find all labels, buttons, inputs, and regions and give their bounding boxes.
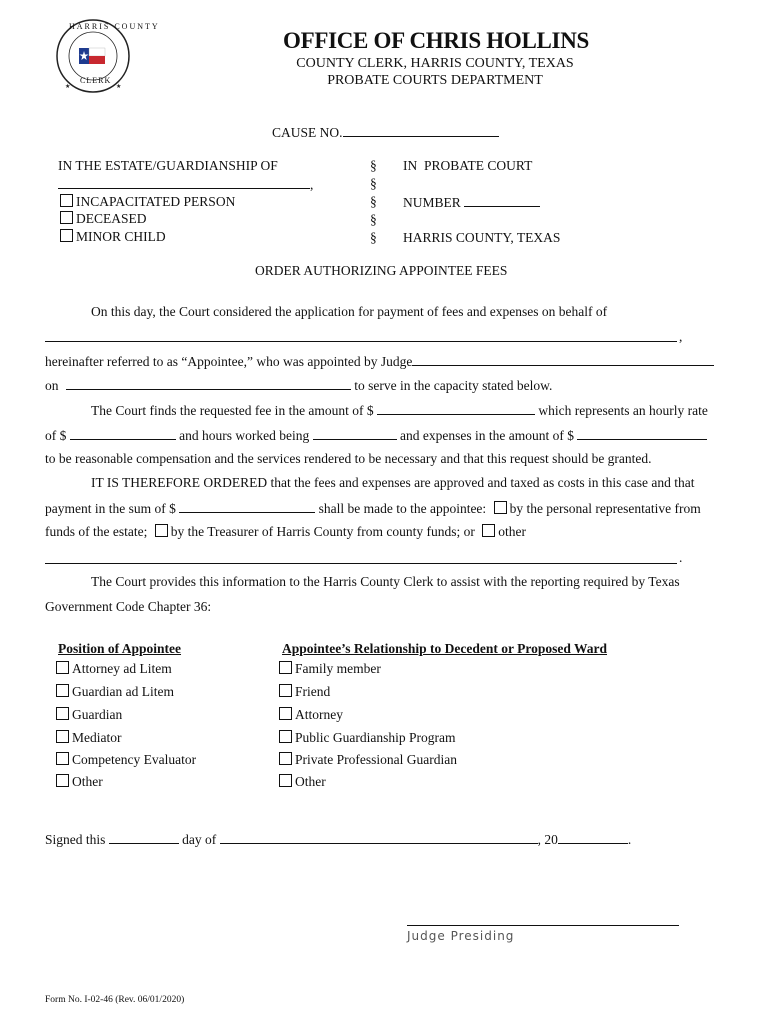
- court-number: [403, 194, 540, 211]
- section-symbol: §: [370, 176, 377, 191]
- relationship-item[interactable]: [279, 752, 457, 768]
- office-line2: PROBATE COURTS DEPARTMENT: [327, 73, 543, 88]
- other-payer-field[interactable]: [45, 563, 677, 564]
- signed-year-field[interactable]: [558, 831, 628, 844]
- body-p1-comma: ,: [679, 329, 683, 344]
- minor-child-checkbox[interactable]: [60, 229, 73, 242]
- appointment-date-field[interactable]: [66, 377, 351, 390]
- option-incapacitated[interactable]: [60, 194, 235, 210]
- signed-period: .: [627, 832, 632, 847]
- cause-no-label: CAUSE NO.: [272, 125, 343, 140]
- option-deceased[interactable]: [60, 211, 147, 227]
- position-item[interactable]: [56, 661, 172, 677]
- body-p8-text: payment in the sum of $: [45, 501, 176, 516]
- section-symbol: §: [370, 230, 377, 245]
- body-p5-of: of $: [45, 428, 67, 443]
- signed-line: [45, 831, 631, 848]
- body-p9-funds: funds of the estate;: [45, 524, 148, 539]
- signed-this-label: Signed this: [45, 832, 106, 847]
- estate-comma: ,: [310, 177, 314, 192]
- option-minor[interactable]: [60, 229, 166, 245]
- body-p2: [45, 353, 714, 370]
- hours-worked-field[interactable]: [313, 427, 397, 440]
- position-label: Guardian: [72, 707, 123, 722]
- relationship-label: Friend: [295, 684, 331, 699]
- minor-child-label: MINOR CHILD: [76, 229, 166, 244]
- estate-name-field[interactable]: [58, 176, 310, 189]
- section-symbol: §: [370, 194, 377, 209]
- judge-presiding-label: Judge Presiding: [407, 929, 515, 943]
- county-label: HARRIS COUNTY, TEXAS: [403, 230, 561, 245]
- cause-no: [272, 124, 499, 141]
- judge-name-field[interactable]: [412, 353, 714, 366]
- position-item[interactable]: [56, 707, 122, 723]
- body-p4: [91, 402, 708, 419]
- office-title: OFFICE OF CHRIS HOLLINS: [283, 28, 589, 53]
- svg-text:★: ★: [65, 84, 71, 90]
- body-p12: Government Code Chapter 36:: [45, 599, 212, 614]
- office-line1: COUNTY CLERK, HARRIS COUNTY, TEXAS: [296, 56, 574, 71]
- relationship-label: Attorney: [295, 707, 343, 722]
- requested-fee-field[interactable]: [377, 402, 535, 415]
- relationship-checkbox[interactable]: [279, 684, 292, 697]
- relationship-item[interactable]: [279, 707, 343, 723]
- incapacitated-checkbox[interactable]: [60, 194, 73, 207]
- signed-day-field[interactable]: [109, 831, 179, 844]
- incapacitated-label: INCAPACITATED PERSON: [76, 194, 236, 209]
- position-heading: Position of Appointee: [58, 641, 182, 656]
- body-p9-other: other: [498, 524, 526, 539]
- form-number: Form No. I-02-46 (Rev. 06/01/2020): [45, 995, 185, 1005]
- signed-month-field[interactable]: [220, 831, 538, 844]
- position-item[interactable]: [56, 752, 196, 768]
- body-p3: [45, 377, 552, 394]
- seal-top-text: HARRIS COUNTY: [69, 22, 160, 31]
- body-p9-treasurer: by the Treasurer of Harris County from county funds; or: [170, 524, 475, 539]
- county-clerk-seal: [55, 18, 160, 94]
- cause-no-field[interactable]: [343, 124, 499, 137]
- other-payer-checkbox[interactable]: [482, 524, 495, 537]
- position-label: Attorney ad Litem: [72, 661, 172, 676]
- body-p6: to be reasonable compensation and the services rendered to be necessary and that this request should be granted.: [45, 451, 652, 466]
- position-checkbox[interactable]: [56, 661, 69, 674]
- body-p2-text: hereinafter referred to as “Appointee,” who was appointed by Judge: [45, 354, 413, 369]
- relationship-checkbox[interactable]: [279, 730, 292, 743]
- body-p1: On this day, the Court considered the application for payment of fees and expenses on behalf of: [91, 304, 608, 319]
- body-p9: [45, 524, 526, 540]
- body-p3-on: on: [45, 378, 59, 393]
- expenses-amount-field[interactable]: [577, 427, 707, 440]
- relationship-label: Private Professional Guardian: [295, 752, 457, 767]
- body-p11: The Court provides this information to the Harris County Clerk to assist with the reporting required by Texas: [91, 574, 680, 589]
- section-symbol: §: [370, 212, 377, 227]
- body-p5: [45, 427, 707, 444]
- position-checkbox[interactable]: [56, 730, 69, 743]
- relationship-checkbox[interactable]: [279, 661, 292, 674]
- relationship-checkbox[interactable]: [279, 752, 292, 765]
- relationship-label: Family member: [295, 661, 381, 676]
- relationship-heading: Appointee’s Relationship to Decedent or Proposed Ward: [282, 641, 608, 656]
- position-label: Other: [72, 774, 103, 789]
- relationship-label: Public Guardianship Program: [295, 730, 456, 745]
- court-number-field[interactable]: [464, 194, 540, 207]
- seal-bottom-text: CLERK: [80, 76, 112, 85]
- deceased-label: DECEASED: [76, 211, 147, 226]
- body-p10-period: .: [679, 550, 683, 565]
- body-p8: [45, 500, 701, 517]
- position-label: Mediator: [72, 730, 122, 745]
- body-p4-text: The Court finds the requested fee in the amount of $: [91, 403, 374, 418]
- personal-rep-checkbox[interactable]: [494, 501, 507, 514]
- relationship-item[interactable]: [279, 730, 455, 746]
- position-checkbox[interactable]: [56, 774, 69, 787]
- relationship-checkbox[interactable]: [279, 774, 292, 787]
- body-p8-rep: by the personal representative from: [509, 501, 701, 516]
- treasurer-checkbox[interactable]: [155, 524, 168, 537]
- body-p5-hours: and hours worked being: [179, 428, 310, 443]
- position-checkbox[interactable]: [56, 707, 69, 720]
- body-p7: IT IS THEREFORE ORDERED that the fees and expenses are approved and taxed as costs in this case and that: [91, 475, 695, 490]
- position-item[interactable]: [56, 774, 103, 790]
- hourly-rate-field[interactable]: [70, 427, 176, 440]
- signed-year-prefix: , 20: [537, 832, 558, 847]
- relationship-item[interactable]: [279, 774, 326, 790]
- deceased-checkbox[interactable]: [60, 211, 73, 224]
- number-label: NUMBER: [403, 195, 461, 210]
- relationship-item[interactable]: [279, 661, 381, 677]
- section-symbol: §: [370, 158, 377, 173]
- payment-sum-field[interactable]: [179, 500, 315, 513]
- body-p4-rate: which represents an hourly rate: [538, 403, 708, 418]
- svg-text:★: ★: [116, 84, 122, 90]
- position-checkbox[interactable]: [56, 752, 69, 765]
- relationship-item[interactable]: [279, 684, 330, 700]
- position-item[interactable]: [56, 730, 122, 746]
- position-label: Competency Evaluator: [72, 752, 197, 767]
- signed-day-of-label: day of: [182, 832, 217, 847]
- position-item[interactable]: [56, 684, 174, 700]
- court-label: IN PROBATE COURT: [403, 158, 533, 173]
- body-p3-text: to serve in the capacity stated below.: [354, 378, 553, 393]
- estate-label: IN THE ESTATE/GUARDIANSHIP OF: [58, 158, 278, 173]
- body-p8-appointee: shall be made to the appointee:: [318, 501, 487, 516]
- relationship-label: Other: [295, 774, 326, 789]
- body-p5-expenses: and expenses in the amount of $: [399, 428, 574, 443]
- order-title: ORDER AUTHORIZING APPOINTEE FEES: [255, 263, 508, 278]
- relationship-checkbox[interactable]: [279, 707, 292, 720]
- position-checkbox[interactable]: [56, 684, 69, 697]
- appointee-name-field[interactable]: [45, 341, 677, 342]
- position-label: Guardian ad Litem: [72, 684, 174, 699]
- judge-signature-field[interactable]: [407, 925, 679, 926]
- estate-name-line: [58, 176, 313, 193]
